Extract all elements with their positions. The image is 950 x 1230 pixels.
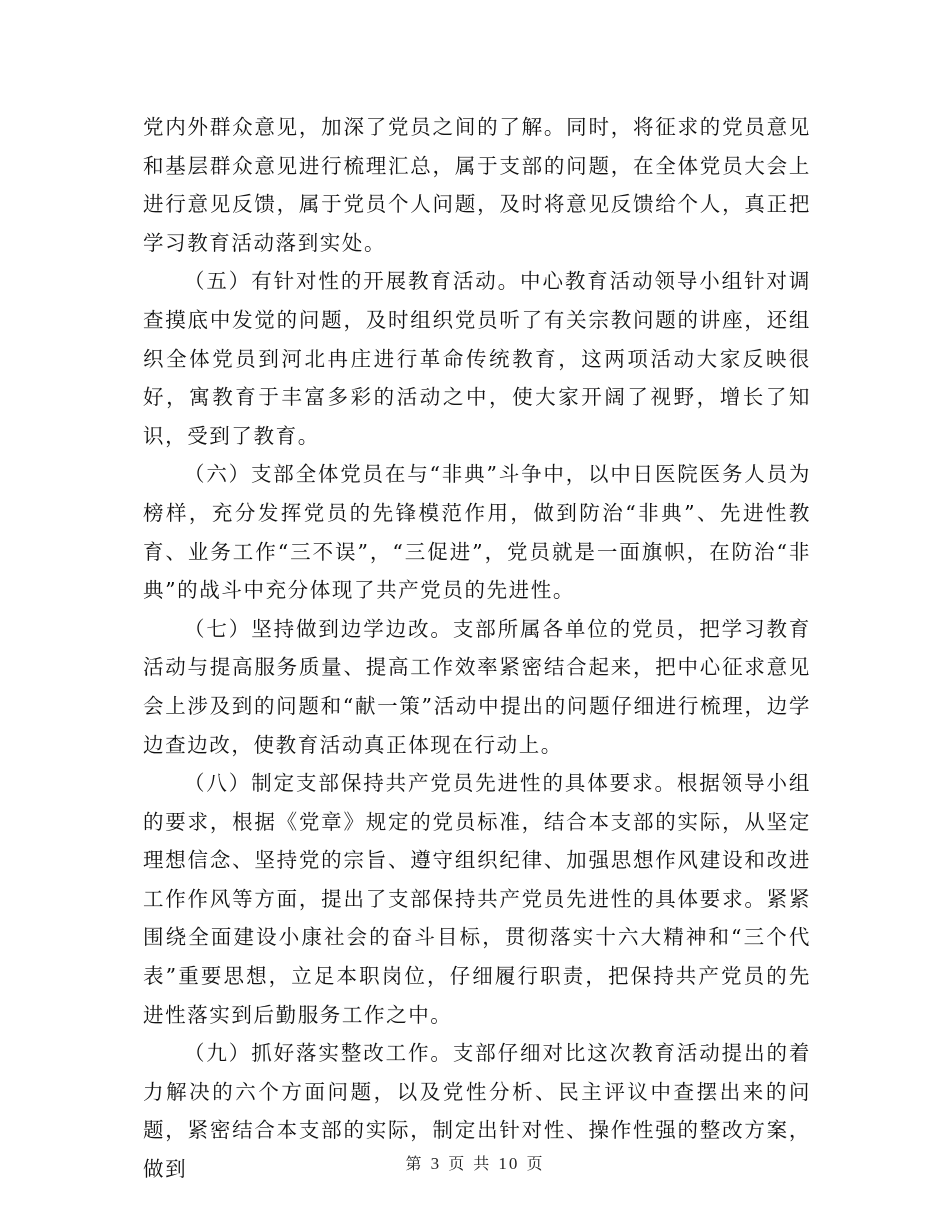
paragraph-section-6: （六）支部全体党员在与“非典”斗争中，以中日医院医务人员为榜样，充分发挥党员的先锋模范作用，做到防治“非典”、先进性教育、业务工作“三不误”，“三促进”，党员就是一面旗帜，在防治“非典”的战斗中充分体现了共产党员的先进性。 [143, 462, 811, 603]
paragraph-section-5: （五）有针对性的开展教育活动。中心教育活动领导小组针对调查摸底中发觉的问题，及时组织党员听了有关宗教问题的讲座，还组织全体党员到河北冉庄进行革命传统教育，这两项活动大家反映很好，寓教育于丰富多彩的活动之中，使大家开阔了视野，增长了知识，受到了教育。 [143, 269, 811, 448]
footer-prefix: 第 [405, 1154, 424, 1173]
paragraph-section-9: （九）抓好落实整改工作。支部仔细对比这次教育活动提出的着力解决的六个方面问题，以及党性分析、民主评议中查摆出来的问题，紧密结合本支部的实际，制定出针对性、操作性强的整改方案，做到 [143, 1041, 811, 1182]
paragraph-section-7: （七）坚持做到边学边改。支部所属各单位的党员，把学习教育活动与提高服务质量、提高工作效率紧密结合起来，把中心征求意见会上涉及到的问题和“献一策”活动中提出的问题仔细进行梳理，边学边查边改，使教育活动真正体现在行动上。 [143, 616, 811, 757]
footer-page-number: 3 [430, 1154, 442, 1173]
paragraph-continuation: 党内外群众意见，加深了党员之间的了解。同时，将征求的党员意见和基层群众意见进行梳理汇总，属于支部的问题，在全体党员大会上进行意见反馈，属于党员个人问题，及时将意见反馈给个人，真正把学习教育活动落到实处。 [143, 115, 811, 255]
page-footer [0, 1151, 950, 1174]
footer-suffix: 页 [526, 1154, 545, 1173]
footer-middle: 页 共 [448, 1154, 492, 1173]
document-body [143, 108, 811, 1189]
paragraph-section-8: （八）制定支部保持共产党员先进性的具体要求。根据领导小组的要求，根据《党章》规定的党员标准，结合本支部的实际，从坚定理想信念、坚持党的宗旨、遵守组织纪律、加强思想作风建设和改进工作作风等方面，提出了支部保持共产党员先进性的具体要求。紧紧围绕全面建设小康社会的奋斗目标，贯彻落实十六大精神和“三个代表”重要思想，立足本职岗位，仔细履行职责，把保持共产党员的先进性落实到后勤服务工作之中。 [143, 771, 811, 1027]
footer-total-pages: 10 [498, 1154, 520, 1173]
